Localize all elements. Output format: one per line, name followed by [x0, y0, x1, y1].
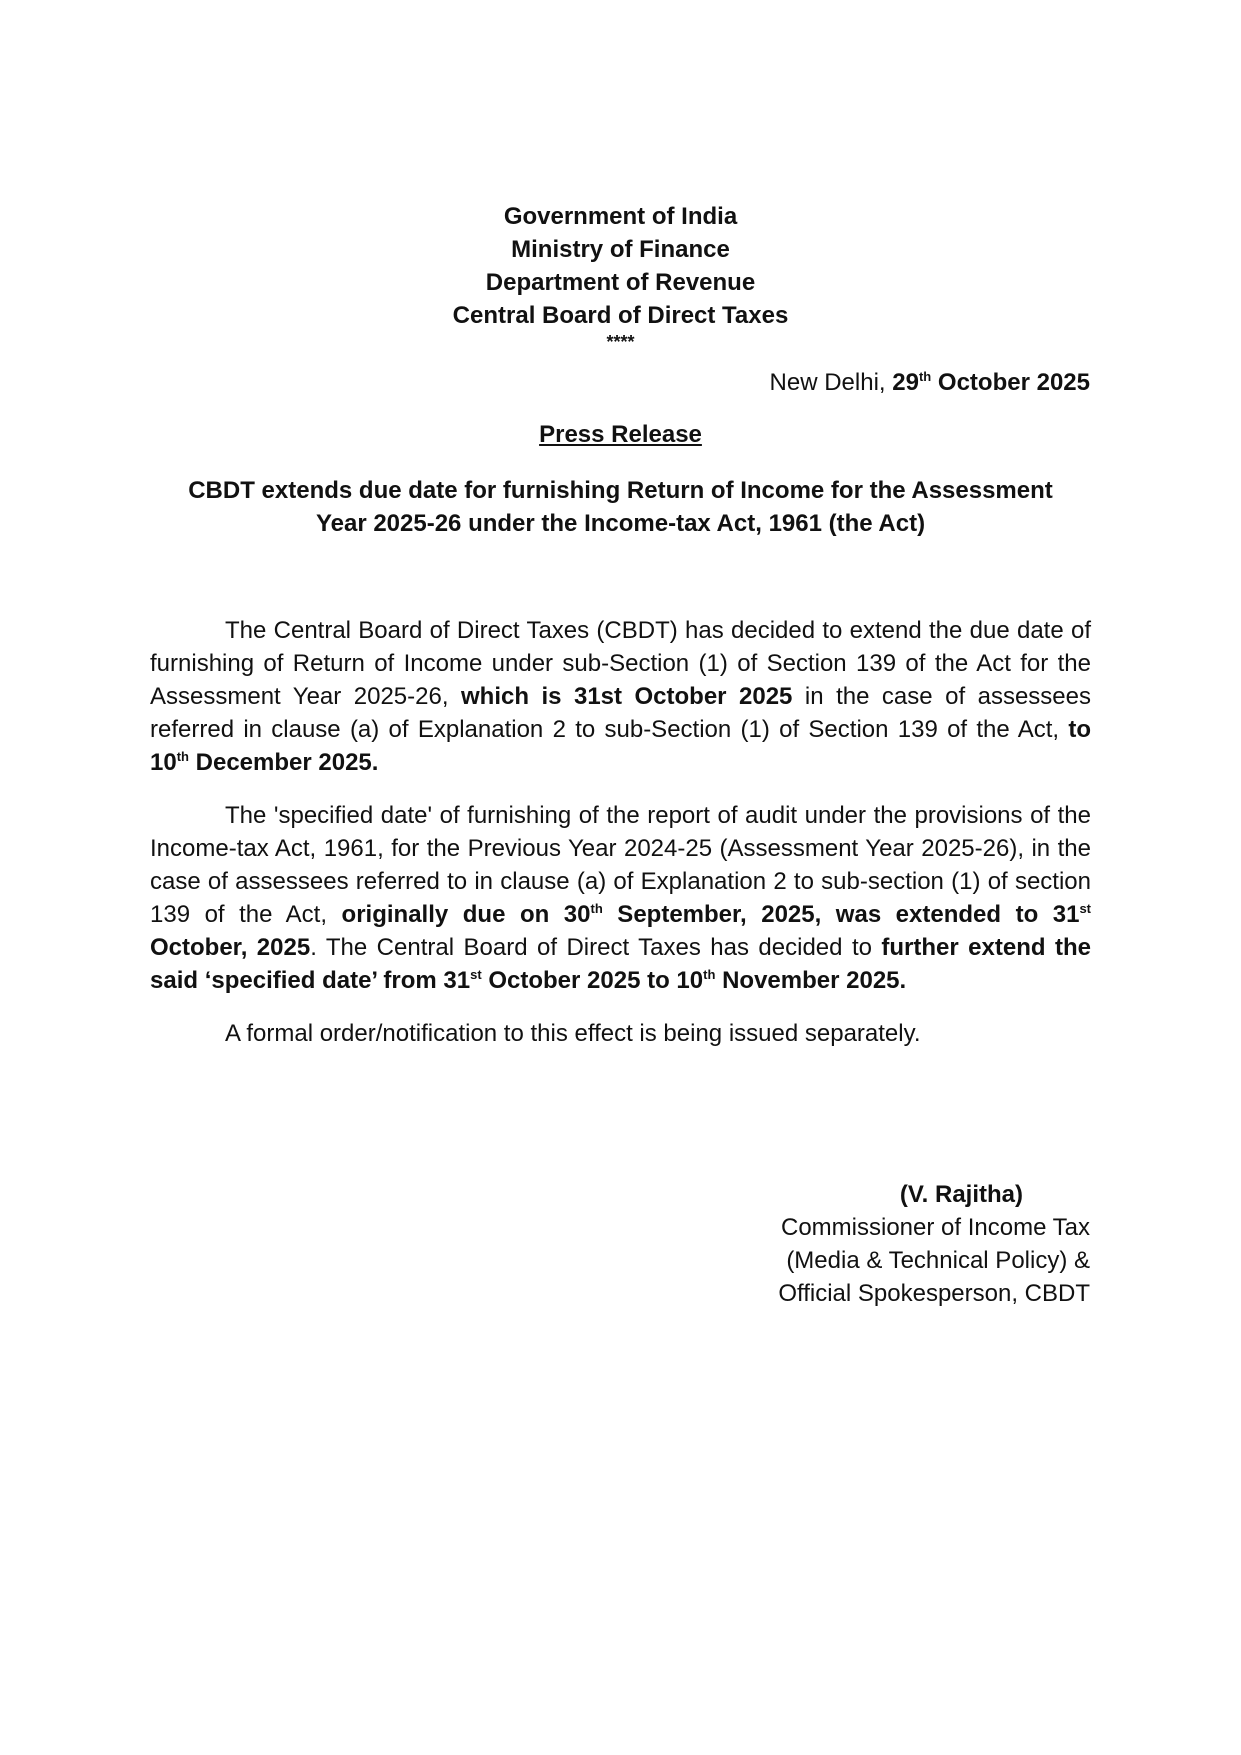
dateline-month-year: October 2025 — [931, 369, 1090, 396]
para1-text-2: in the case of assessees referred in clause (a) of Explanation 2 to sub-Section (1) of Section 139 of the Act, — [150, 683, 1091, 743]
dateline — [770, 368, 1090, 398]
paragraph-2 — [150, 799, 1091, 997]
para2-sup-4: th — [703, 967, 716, 982]
paragraph-3: A formal order/notification to this effect is being issued separately. — [225, 1020, 921, 1047]
para2-bold-1: originally due on 30 — [341, 901, 591, 928]
para2-sup-1: th — [590, 901, 603, 916]
letterhead — [0, 200, 1241, 354]
para2-bold-2: September, 2025, was extended to 31 — [602, 901, 1080, 928]
signatory-name: (V. Rajitha) — [899, 1181, 1023, 1208]
para2-bold-6: November 2025. — [715, 967, 907, 994]
dateline-place: New Delhi, — [769, 369, 893, 396]
signatory-title-3: Official Spokesperson, CBDT — [778, 1280, 1090, 1307]
para2-text-1: The 'specified date' of furnishing of the report of audit under the provisions of the Income-tax Act, 1961, for the Previous Year 2024-25 (Assessment Year 2025-26), in the case of assessees referred to in clause (a) of Explanation 2 to sub-section (1) of section 139 of the Act, — [150, 802, 1091, 928]
letterhead-government: Government of India — [503, 203, 738, 230]
subject-line-1: CBDT extends due date for furnishing Return of Income for the Assessment — [188, 477, 1053, 504]
body-text — [150, 614, 1091, 1070]
signatory-title-1: Commissioner of Income Tax — [781, 1214, 1090, 1241]
para1-bold-3: December 2025. — [188, 749, 379, 776]
dateline-day-suffix: th — [918, 369, 932, 384]
para1-text-1: The Central Board of Direct Taxes (CBDT) has decided to extend the due date of furnishing of Return of Income under sub-Section (1) of Section 139 of the Act for the Assessment Year 2025-26, — [150, 617, 1091, 710]
signature-block — [778, 1178, 1090, 1310]
para2-bold-4: further extend the said ‘specified date’ from 31 — [150, 934, 1091, 994]
letterhead-separator: **** — [606, 332, 635, 352]
para2-bold-5: October 2025 to 10 — [481, 967, 704, 994]
signatory-title-2: (Media & Technical Policy) & — [786, 1247, 1090, 1274]
para1-sup-1: th — [176, 749, 189, 764]
para2-text-2: . The Central Board of Direct Taxes has decided to — [310, 934, 882, 961]
para2-sup-2: st — [1079, 901, 1092, 916]
letterhead-department: Department of Revenue — [485, 269, 756, 296]
press-release-heading: Press Release — [539, 421, 702, 448]
para2-sup-3: st — [470, 967, 482, 982]
para2-bold-3: October, 2025 — [150, 934, 311, 961]
para1-bold-2: to 10 — [150, 716, 1091, 776]
subject-heading — [150, 474, 1091, 540]
letterhead-ministry: Ministry of Finance — [511, 236, 730, 263]
para1-bold-1: which is 31st October 2025 — [460, 683, 793, 710]
paragraph-1 — [150, 614, 1091, 779]
subject-line-2: Year 2025-26 under the Income-tax Act, 1961 (the Act) — [315, 510, 926, 537]
dateline-day: 29 — [892, 369, 919, 396]
letterhead-board: Central Board of Direct Taxes — [452, 302, 789, 329]
